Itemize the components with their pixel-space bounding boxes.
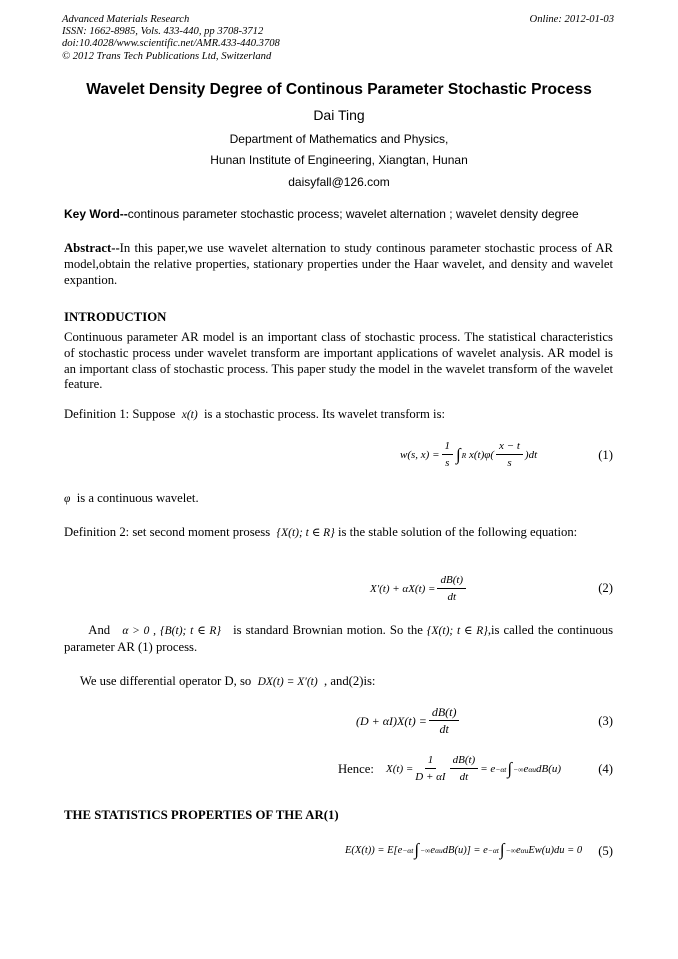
definition-1-prefix: Definition 1: Suppose [64, 407, 176, 421]
hence-label: Hence: [338, 762, 374, 776]
doi: doi:10.4028/www.scientific.net/AMR.433-440.3708 [62, 38, 280, 50]
issn: ISSN: 1662-8985, Vols. 433-440, pp 3708-3712 [62, 26, 264, 38]
affiliation-institute: Hunan Institute of Engineering, Xiangtan, Hunan [210, 153, 468, 167]
definition-1-math: x(t) [181, 409, 198, 421]
equation-2: X′(t) + αX(t) = $\frac{dB(t)}{dt}$ [370, 574, 468, 604]
keywords-text: continous parameter stochastic process; wavelet alternation ; wavelet density degree [127, 207, 579, 221]
definition-2-prefix: Definition 2: set second moment prosess [64, 525, 271, 539]
process-set: {X(t); t ∈ R} [426, 625, 488, 637]
ar1-process-text: continuous parameter AR (1) process. [64, 623, 614, 654]
definition-2-suffix: is the stable solution of the following equation: [337, 525, 578, 539]
brownian-set: {B(t); t ∈ R} [160, 625, 221, 637]
equation-1-number: (1) [598, 448, 613, 462]
definition-1-suffix: is a stochastic process. Its wavelet transform is: [204, 407, 446, 421]
equation-4-number: (4) [598, 762, 613, 776]
paper-title: Wavelet Density Degree of Continous Parameter Stochastic Process [86, 81, 592, 98]
equation-5: E(X(t)) = E[e −αt ∫ −∞ e αu dB(u)] = e −αt ∫ −∞ e αu Ew(u)du = 0 [345, 840, 583, 859]
differential-operator-line [64, 674, 613, 691]
and-word: And [88, 623, 111, 637]
definition-2-math: {X(t); t ∈ R} [276, 527, 335, 539]
abstract [64, 241, 613, 288]
affiliation-department: Department of Mathematics and Physics, [229, 132, 449, 146]
equation-2-number: (2) [598, 581, 613, 595]
introduction-paragraph: Continuous parameter AR model is an important class of stochastic process. The statistical characteristics of stochastic process under wavelet transform are important applications of wavelet analysis. AR model is an important class of stochastic process. This paper study the model in the wavelet transform of the wavelet feature. [64, 330, 613, 392]
equation-5-number: (5) [598, 844, 613, 858]
brownian-text: is standard Brownian motion. So the [233, 623, 423, 637]
equation-1: w(s, x) = $\frac{1}{s}$ ∫ R x(t)φ( $\frac{x - t}{s}$ )dt [400, 440, 538, 469]
equation-4: X(t) = $\frac{1}{D + \alpha I}$ $\frac{dB(t)}{dt}$ = e −αt ∫ −∞ e αu dB(u) [386, 754, 562, 783]
definition-1 [64, 407, 613, 424]
author-email: daisyfall@126.com [288, 175, 390, 189]
section-heading-statistics: THE STATISTICS PROPERTIES OF THE AR(1) [64, 808, 339, 822]
phi-symbol: φ [64, 493, 71, 505]
alpha-condition: α > 0 , [122, 625, 156, 637]
abstract-text: In this paper,we use wavelet alternation to study continous parameter stochastic process of AR model,obtain the relative properties, stationary properties under the Haar wavelet, and density and wavelet expantion. [64, 241, 613, 287]
abstract-label: Abstract-- [64, 241, 120, 255]
keywords-label: Key Word-- [64, 207, 128, 221]
equation-3: (D + αI)X(t) = $\frac{dB(t)}{dt}$ [356, 706, 461, 736]
equation-3-number: (3) [598, 714, 613, 728]
author: Dai Ting [313, 107, 365, 123]
diff-math: DX(t) = X′(t) [257, 676, 318, 688]
definition-2 [64, 525, 613, 542]
journal-name: Advanced Materials Research [62, 14, 190, 25]
diff-text-1: We use differential operator D, so [79, 674, 252, 688]
section-heading-introduction: INTRODUCTION [64, 310, 167, 324]
journal-header [62, 14, 614, 63]
copyright: © 2012 Trans Tech Publications Ltd, Switzerland [62, 50, 272, 62]
diff-text-2: , and(2)is: [324, 674, 376, 688]
online-date: Online: 2012-01-03 [529, 14, 614, 25]
keywords [64, 207, 613, 223]
phi-definition [64, 491, 613, 508]
called-text: ,is called the [487, 623, 554, 637]
brownian-motion-paragraph [64, 623, 613, 656]
phi-text: is a continuous wavelet. [76, 491, 199, 505]
